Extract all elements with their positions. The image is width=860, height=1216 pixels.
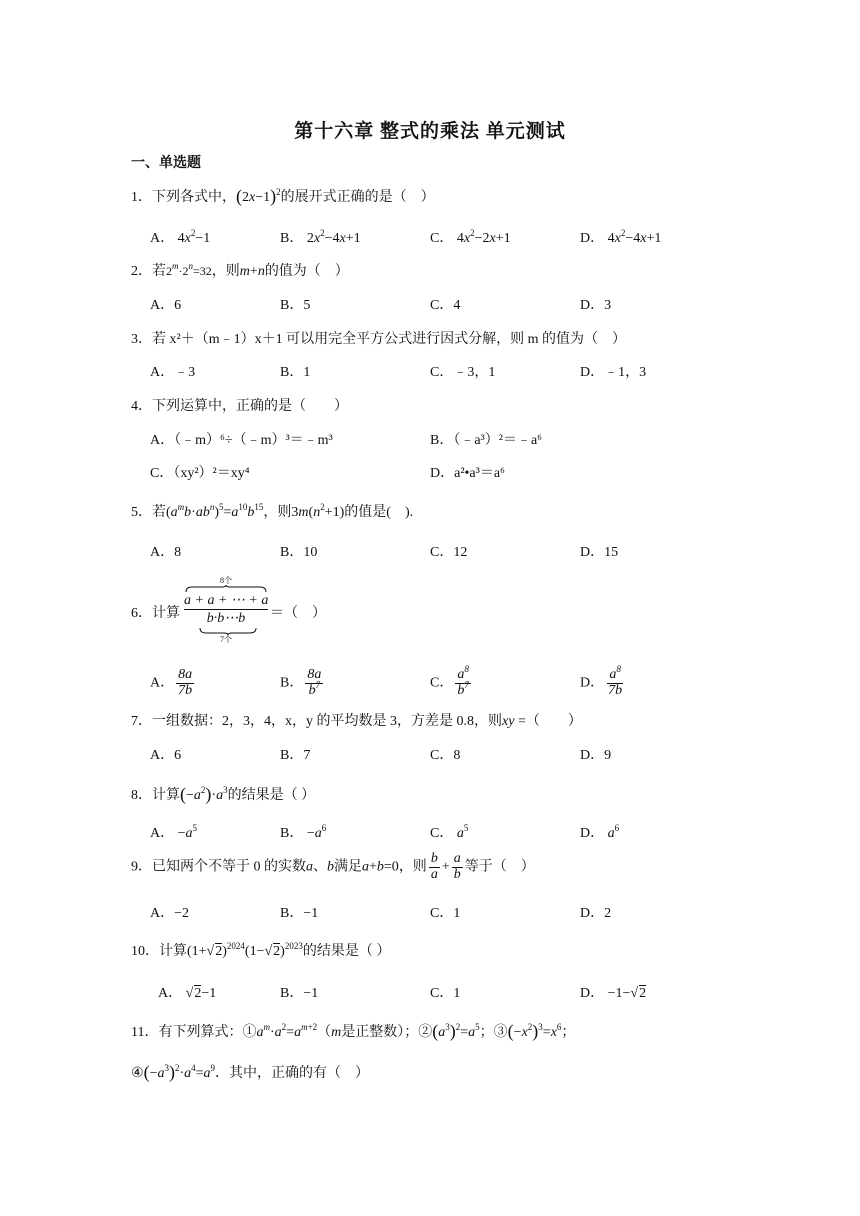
question-1: 1．下列各式中，$(2x-1)^2$的展开式正确的是（ ） bbox=[131, 186, 435, 206]
question-7: 7．一组数据：2，3，4，x，y 的平均数是 3，方差是 0.8，则xy =（ ） bbox=[131, 714, 582, 729]
option-9a: A．−2 bbox=[150, 906, 190, 921]
question-6-label: 6．计算 bbox=[131, 606, 180, 621]
option-4d: D．a²•a³＝a⁶ bbox=[430, 466, 505, 481]
option-1b: B． $2x^2-4x+1$ bbox=[280, 228, 361, 246]
option-5b: B．10 bbox=[280, 545, 318, 560]
option-4c: C．（xy²）²＝xy⁴ bbox=[150, 466, 250, 481]
option-5a: A．8 bbox=[150, 545, 182, 560]
option-4a: A．（﹣m）⁶÷（﹣m）³＝﹣m³ bbox=[150, 433, 333, 448]
question-number: 10． bbox=[131, 944, 159, 959]
option-6d: D． $\frac{a^8}{7b}$ bbox=[580, 664, 623, 698]
option-9b: B．−1 bbox=[280, 906, 319, 921]
math-expr: $2^m\cdot 2^n=32$ bbox=[166, 261, 212, 278]
option-3a: A．﹣3 bbox=[150, 365, 196, 380]
question-5: 5．若$(a^mb\cdot ab^n)^5=a^{10}b^{15}$，则$3m(n^2+1)$的值是( ). bbox=[131, 502, 414, 520]
option-6a: A． $\frac{8a}{7b}$ bbox=[150, 667, 193, 698]
option-4b: B．（﹣a³）²＝﹣a⁶ bbox=[430, 433, 543, 448]
option-8d: D． $a^6$ bbox=[580, 823, 620, 841]
question-number: 1． bbox=[131, 190, 152, 205]
option-9c: C．1 bbox=[430, 906, 461, 921]
page-title: 第十六章 整式的乘法 单元测试 bbox=[294, 121, 566, 142]
option-7b: B．7 bbox=[280, 748, 311, 763]
question-2: 2．若$2^m\cdot 2^n=32$，则m+n的值为（ ） bbox=[131, 261, 349, 279]
option-10b: B．−1 bbox=[280, 986, 319, 1001]
option-10d: D． −1−√2 bbox=[580, 986, 647, 1001]
math-expr: $(1+√2)^{2024}(1-√2)^{2023}$ bbox=[187, 941, 303, 959]
math-expr: $(a^mb\cdot ab^n)^5=a^{10}b^{15}$ bbox=[166, 502, 264, 520]
math-expr: $(2x-1)^2$ bbox=[236, 186, 281, 206]
option-8a: A． $-a^5$ bbox=[150, 823, 198, 841]
option-1d: D． $4x^2-4x+1$ bbox=[580, 228, 662, 246]
question-number: 6． bbox=[131, 606, 152, 621]
question-6-tail: ＝（ ） bbox=[270, 606, 326, 621]
option-10a: A． √2−1 bbox=[158, 986, 217, 1001]
question-11: 11．有下列算式：$①a^m\cdot a^2=a^{m+2}(m$是正整数）；$②(a^3)^2=a^5$；$③(-x^2)^3=x^6$； bbox=[131, 1021, 576, 1041]
question-number: 3． bbox=[131, 332, 152, 347]
option-10c: C．1 bbox=[430, 986, 461, 1001]
question-8: 8．计算$(-a^2)\cdot a^3$的结果是（ ） bbox=[131, 784, 316, 804]
question-number: 9． bbox=[131, 859, 152, 875]
math-expr: $(-a^2)\cdot a^3$ bbox=[180, 784, 228, 804]
brace-fraction: 8个 a + a + ⋯ + a b·b⋯b 7个 bbox=[184, 576, 269, 644]
question-9: 9．已知两个不等于 0 的实数a、b满足a+b=0，则 $\frac{b}{a}$ + $\frac{a}{b}$ 等于（ ） bbox=[131, 851, 535, 882]
option-9d: D．2 bbox=[580, 906, 612, 921]
option-1a: A． $4x^2-1$ bbox=[150, 228, 211, 246]
option-1c: C． $4x^2-2x+1$ bbox=[430, 228, 511, 246]
option-5c: C．12 bbox=[430, 545, 468, 560]
option-6c: C． $\frac{a^8}{b^7}$ bbox=[430, 664, 469, 698]
underbrace-icon bbox=[198, 627, 258, 635]
question-4: 4．下列运算中，正确的是（ ） bbox=[131, 399, 348, 414]
option-3d: D．﹣1，3 bbox=[580, 365, 647, 380]
question-number: 11． bbox=[131, 1025, 159, 1040]
option-2a: A．6 bbox=[150, 298, 182, 313]
option-8c: C． $a^5$ bbox=[430, 823, 469, 841]
option-7c: C．8 bbox=[430, 748, 461, 763]
option-7d: D．9 bbox=[580, 748, 612, 763]
option-2d: D．3 bbox=[580, 298, 612, 313]
option-7a: A．6 bbox=[150, 748, 182, 763]
overbrace-icon bbox=[184, 585, 268, 593]
option-6b: B． $\frac{8a}{b^7}$ bbox=[280, 667, 322, 698]
option-3b: B．1 bbox=[280, 365, 311, 380]
section-heading: 一、单选题 bbox=[131, 156, 201, 171]
bottom-brace-note: 7个 bbox=[220, 635, 232, 644]
option-5d: D．15 bbox=[580, 545, 619, 560]
question-10: 10．计算$(1+√2)^{2024}(1-√2)^{2023}$的结果是（ ） bbox=[131, 941, 391, 959]
option-2b: B．5 bbox=[280, 298, 311, 313]
question-number: 8． bbox=[131, 788, 152, 803]
option-2c: C．4 bbox=[430, 298, 461, 313]
option-8b: B． $-a^6$ bbox=[280, 823, 327, 841]
top-brace-note: 8个 bbox=[220, 576, 232, 585]
question-number: 4． bbox=[131, 399, 152, 414]
question-number: 2． bbox=[131, 264, 152, 279]
question-number: 7． bbox=[131, 714, 152, 729]
question-11-line-2: $④(-a^3)^2\cdot a^4=a^9$．其中，正确的有（ ） bbox=[131, 1062, 370, 1082]
option-3c: C．﹣3，1 bbox=[430, 365, 496, 380]
question-3: 3．若 x²＋（m﹣1）x＋1 可以用完全平方公式进行因式分解，则 m 的值为（ ） bbox=[131, 332, 626, 347]
question-number: 5． bbox=[131, 505, 152, 520]
